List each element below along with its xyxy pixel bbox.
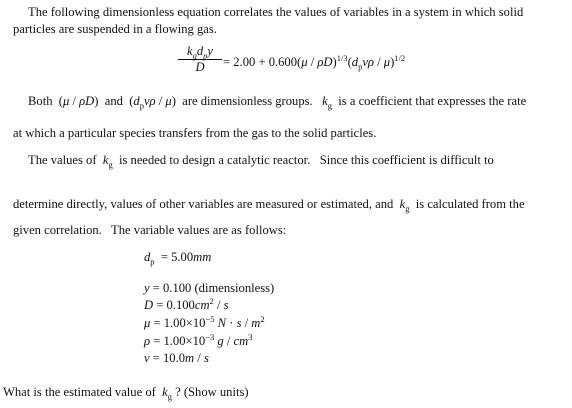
variable-D: $D = 0.100cm^2 / s$	[144, 295, 229, 312]
paragraph-3-line-2: determine directly, values of other variables are measured or estimated, and $k_g$ is calculated from the	[13, 197, 525, 214]
variable-v: v = 10.0m / s	[144, 351, 209, 365]
paragraph-2-line-2: at which a particular species transfers from the gas to the solid particles.	[13, 126, 377, 140]
paragraph-3-line-1: The values of $k_g$ is needed to design a catalytic reactor. Since this coefficient is difficult to	[28, 153, 494, 170]
variable-y: y = 0.100 (dimensionless)	[144, 281, 275, 295]
variable-mu: $\mu = 1.00\times 10^{-5}$ $N \cdot s / m^2$	[144, 313, 265, 330]
paragraph-1-line-1: The following dimensionless equation correlates the values of variables in a system in which solid	[28, 5, 524, 19]
variable-rho: $\rho = 1.00\times 10^{-3}$ g / $cm^3$	[144, 331, 253, 348]
equation-rhs: = $2.00 + 0.600(\mu / \rho D)^{1/3}(d_pv\rho / \mu)^{1/2}$	[223, 52, 406, 72]
paragraph-2-line-1: Both (μ / ρD) and $(d_pv\rho / \mu)$ are dimensionless groups. $k_g$ is a coefficient that expresses the rate	[28, 94, 527, 111]
equation-lhs-fraction	[178, 44, 222, 75]
variable-dp: $d_p = 5.00mm$	[144, 250, 212, 267]
paragraph-3-line-3: given correlation. The variable values are as follows:	[13, 223, 287, 237]
question: What is the estimated value of $k_g$ ? (Show units)	[3, 385, 249, 402]
equation-denominator: D	[195, 60, 205, 74]
paragraph-1-line-2: particles are suspended in a flowing gas.	[13, 22, 217, 36]
equation-numerator: $k_gd_py$	[178, 44, 222, 60]
